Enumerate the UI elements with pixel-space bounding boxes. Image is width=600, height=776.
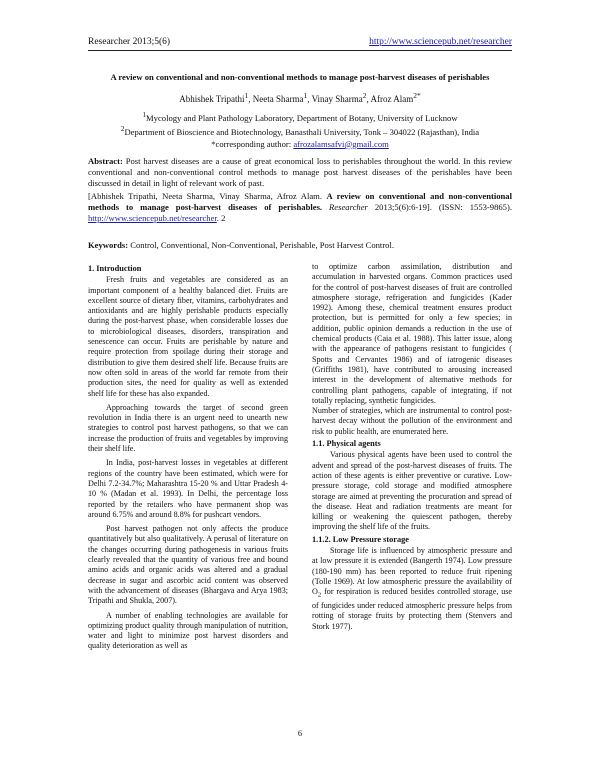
keywords-text: Control, Conventional, Non-Conventional, Perishable, Post Harvest Control. [128, 240, 395, 250]
citation-title: A review on conventional and non-conventional methods to manage post-harvest diseases of perishables. [88, 191, 512, 212]
author-affil-sup: 2 [362, 91, 367, 100]
paragraph: Approaching towards the target of second green revolution in India there is an urgent need to unearth new strategies to control post harvest pathogens, so that we can increase the production of fruits and vegetables by improving their shelf life. [88, 402, 288, 454]
paragraph: In India, post-harvest losses in vegetables at different regions of the country have been estimated, which were for Delhi 7.2-34.7%; Maharashtra 15-20 % and Uttar Pradesh 4-10 % (Madan et al. 1993). In Delhi, the percentage loss reported by the retailers who have permanent shop was around 6.75% and around 8.8% for pushcart vendors. [88, 458, 288, 519]
author-affil-sup: 1 [244, 91, 249, 100]
citation: [Abhishek Tripathi, Neeta Sharma, Vinay Sharma, Afroz Alam. A review on conventional and non-conventional methods to manage post-harvest diseases of perishables. Researcher 2013;5(6):6-19]. (ISSN: 1553-9865). http://www.sciencepub.net/researcher. 2 [88, 191, 512, 223]
section-heading: 1. Introduction [88, 264, 142, 273]
citation-url-link[interactable]: http://www.sciencepub.net/researcher [88, 213, 217, 223]
paragraph: to optimize carbon assimilation, distribution and accumulation in harvested organs. Common practices used for the control of post-harvest diseases of fruit are controlled atmosphere storage, refrigeration and fungicides (Kader 1992). Among these, chemical treatment ensures product protection, but is permitted for only a few species; in addition, public opinion demands a reduction in the use of chemical products (Caia et al. 1988). This latter issue, along with the appearance of pathogens resistant to fungicides ( Spotts and Cervantes 1986) and of iatrogenic diseases (Griffiths 1981), have contributed to arousing increased interest in the development of alternative methods for controlling plant pathogens, capable of integrating, if not totally replacing, synthetic fungicides. [312, 262, 512, 405]
paragraph: Storage life is influenced by atmospheric pressure and at low pressure it is extended (Bangerth 1974). Low pressure (180-190 mm) has been reported to reduce fruit ripening (Tolle 1969). At low atmospheric pressure the availability of $O_2$ for respiration is reduced besides controlled storage, use of fungicides under reduced atmospheric pressure helps from rotting of storage fruits by protecting them (Stenvers and Stork 1977). [312, 546, 512, 631]
author-list: Abhishek Tripathi$^1$, Neeta Sharma$^1$, Vinay Sharma$^2$, Afroz Alam$^{2*}$ [179, 91, 421, 104]
keywords-label: Keywords: [88, 240, 129, 250]
author-affil-sup: 2* [413, 91, 421, 100]
abstract [88, 156, 512, 189]
header-rule [88, 50, 512, 51]
right-column [312, 262, 512, 632]
author-name: Abhishek Tripathi [179, 94, 245, 104]
corresponding-author: *corresponding author: afrozalamsafvi@gmail.com [211, 138, 389, 149]
section-heading: 1.1. Physical agents [312, 439, 381, 449]
paragraph: A number of enabling technologies are available for optimizing product quality through manipulation of nutrition, water and light to minimize post harvest disorders and quality deterioration as well as [88, 610, 288, 651]
journal-url-link[interactable]: http://www.sciencepub.net/researcher [369, 37, 512, 47]
paragraph: Number of strategies, which are instrumental to control post-harvest decay without the pollution of the environment and risk to public health, are enumerated here. [312, 406, 512, 436]
abstract-label: Abstract: [88, 156, 123, 166]
page-number: 6 [297, 728, 303, 738]
running-header [88, 37, 512, 51]
paper-title: A review on conventional and non-conventional methods to manage post-harvest diseases of perishables [110, 72, 490, 82]
paragraph: Various physical agents have been used to control the advent and spread of the post-harvest diseases of fruits. The action of these agents is either preventive or curative. Low-pressure storage, cold storage and modified atmosphere storage are aimed at preventing the procuration and spread of the disease. Heat and radiation treatments are meant for killing or weakening the quiescent pathogen, thereby improving the shelf life of the fruits. [312, 450, 512, 532]
author-name: Afroz Alam [370, 94, 414, 104]
abstract-text: Post harvest diseases are a cause of great economical loss to perishables throughout the world. In this review conventional and non-conventional control methods to manage post harvest diseases of the perishables have been discussed in detail in light of relevant work of past. [88, 156, 512, 188]
section-heading: 1.1.2. Low Pressure storage [312, 534, 409, 544]
author-name: Vinay Sharma [311, 94, 363, 104]
email-link[interactable]: afrozalamsafvi@gmail.com [293, 138, 389, 149]
citation-journal: Researcher [322, 202, 368, 212]
affiliation-1: $^1$Mycology and Plant Pathology Laboratory, Department of Botany, University of Lucknow [142, 111, 458, 123]
paragraph: Post harvest pathogen not only affects the produce quantitatively but also qualitatively. A perusal of literature on the changes occurring during pathogenesis in various fruits clearly revealed that the quantity of various free and bound amino acids and organic acids was altered and a gradual decrease in sugar and ascorbic acid content was observed with the advancement of diseases (Bhargava and Arya 1983; Tripathi and Shukla, 2007). [88, 524, 288, 606]
affiliation-2: $^2$Department of Bioscience and Biotechnology, Banasthali University, Tonk – 304022 (Rajasthan), India [120, 125, 480, 138]
keywords [88, 240, 512, 250]
author-name: Neeta Sharma [252, 94, 304, 104]
affiliations [60, 110, 540, 150]
author-affil-sup: 1 [303, 91, 308, 100]
paragraph: Fresh fruits and vegetables are considered as an important component of a healthy balanced diet. Fruits are excellent source of dietary fiber, vitamins, carbohydrates and antioxidants and are highly perishable products especially during the post-harvest phase, when considerable losses due to microbiological diseases, disorders, transpiration and senescence can occur. Fruits are perishable by nature and require protection from spoilage during their storage and distribution to give them desired shelf life. Because fruits are now often sold in areas of the world far remote from their production sites, the need for quality as well as extended shelf life for these has also expanded. [88, 275, 288, 398]
left-column [88, 262, 288, 652]
journal-issue: Researcher 2013;5(6) [88, 37, 171, 47]
